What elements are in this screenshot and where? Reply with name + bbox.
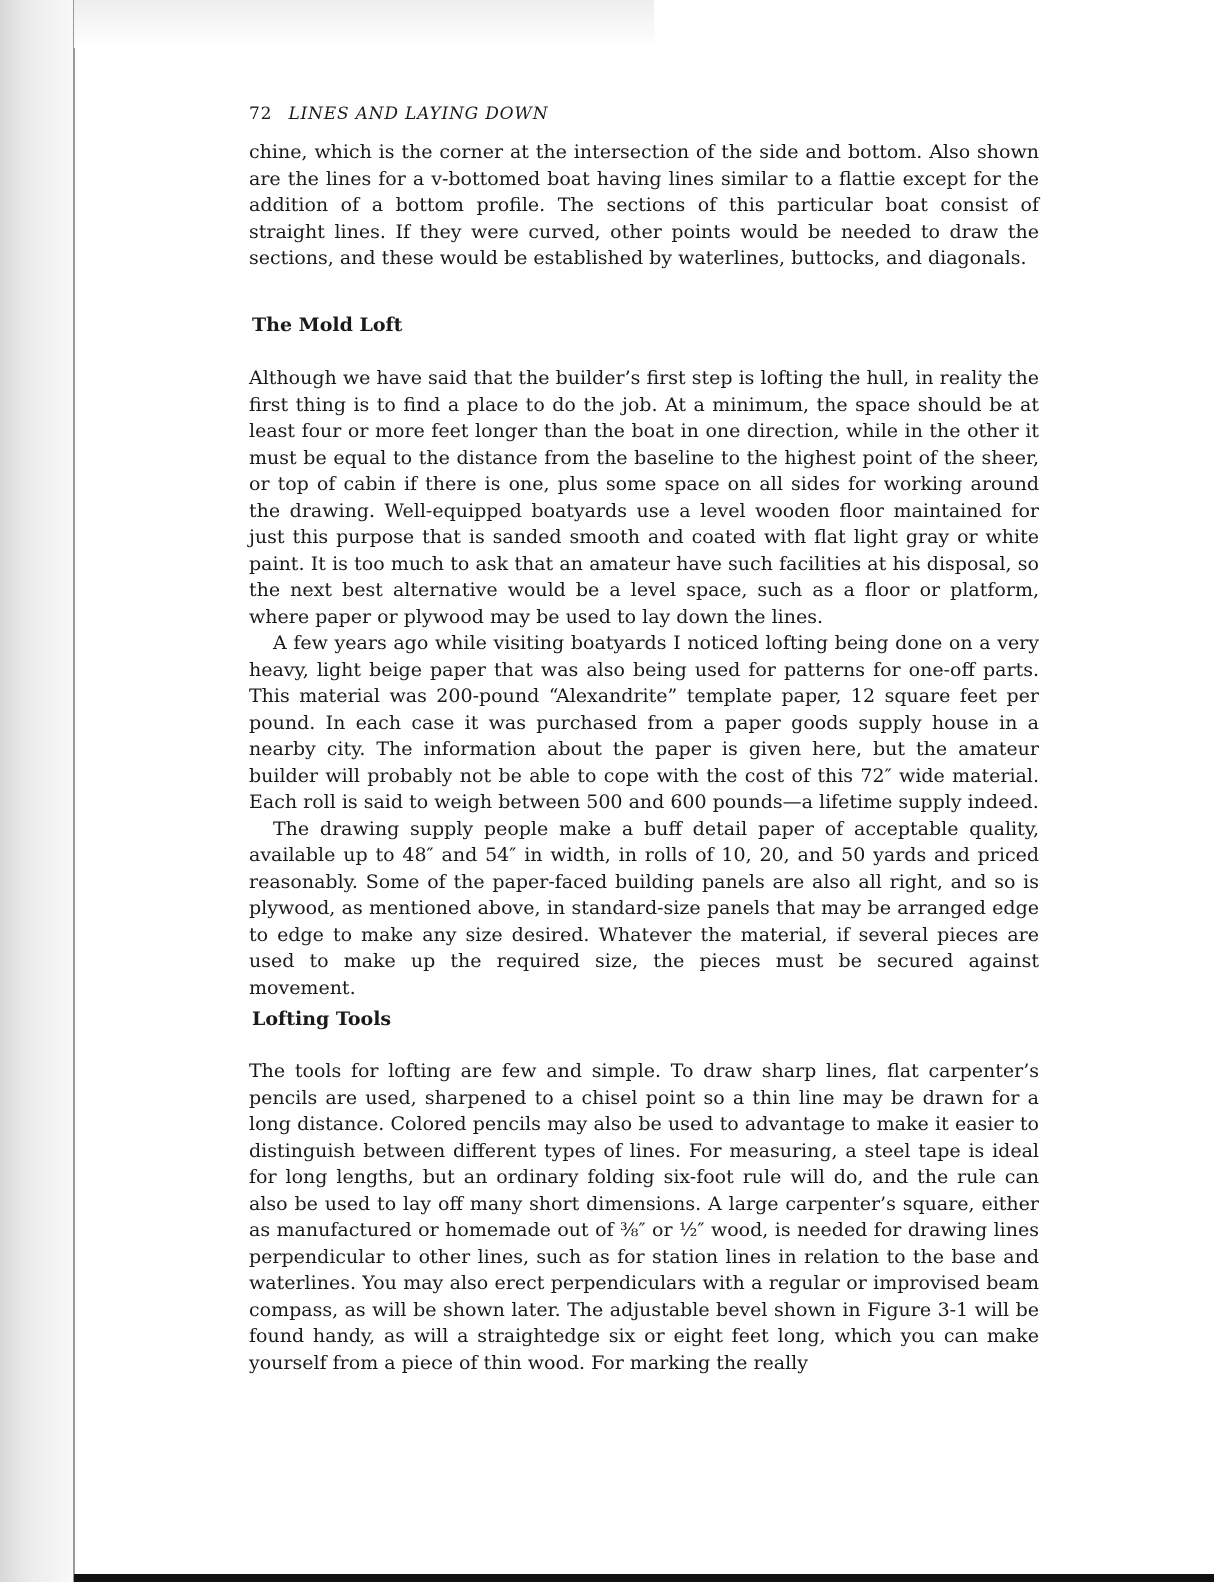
paragraph: The drawing supply people make a buff detail paper of acceptable quality, available up to 48″ and 54″ in width, in rolls of 10, 20, and 50 yards and priced reasonably. Some of the paper-faced building panels are also all right, and so is plywood, as mentioned above, in standard-size panels that may be arranged edge to edge to make any size desired. Whatever the material, if several pieces are used to make up the required size, the pieces must be secured against movement. bbox=[249, 817, 1039, 999]
scan-page-edge-line bbox=[73, 0, 75, 1582]
intro-text bbox=[249, 139, 1039, 272]
mold-loft-text bbox=[249, 365, 1039, 1001]
intro-paragraph: chine, which is the corner at the intersection of the side and bottom. Also shown are the lines for a v-bottomed boat having lines similar to a flattie except for the addition of a bottom profile. The sections of this particular boat consist of straight lines. If they were curved, other points would be needed to draw the sections, and these would be established by waterlines, buttocks, and diagonals. bbox=[249, 141, 1039, 269]
chapter-title: LINES AND LAYING DOWN bbox=[288, 104, 549, 124]
page-number: 72 bbox=[249, 104, 273, 124]
scan-top-smudge bbox=[74, 0, 654, 48]
paragraph: Although we have said that the builder’s first step is lofting the hull, in reality the first thing is to find a place to do the job. At a minimum, the space should be at least four or more feet longer than the boat in one direction, while in the other it must be equal to the distance from the baseline to the highest point of the sheer, or top of cabin if there is one, plus some space on all sides for working around the drawing. Well-equipped boatyards use a level wooden floor maintained for just this purpose that is sanded smooth and coated with flat light gray or white paint. It is too much to ask that an amateur have such facilities at his disposal, so the next best alternative would be a level space, such as a floor or platform, where paper or plywood may be used to lay down the lines. bbox=[249, 367, 1039, 628]
paragraph: The tools for lofting are few and simple. To draw sharp lines, flat carpenter’s pencils are used, sharpened to a chisel point so a thin line may be drawn for a long distance. Colored pencils may also be used to advantage to make it easier to distinguish between different types of lines. For measuring, a steel tape is ideal for long lengths, but an ordinary folding six-foot rule will do, and the rule can also be used to lay off many short dimensions. A large carpenter’s square, either as manufactured or homemade out of ⅜″ or ½″ wood, is needed for drawing lines perpendicular to other lines, such as for station lines in relation to the base and waterlines. You may also erect perpendiculars with a regular or improvised beam compass, as will be shown later. The adjustable bevel shown in Figure 3-1 will be found handy, as will a straightedge six or eight feet long, which you can make yourself from a piece of thin wood. For marking the really bbox=[249, 1060, 1039, 1374]
scan-bottom-band bbox=[74, 1574, 1214, 1582]
heading-lofting-tools: Lofting Tools bbox=[252, 1008, 392, 1030]
running-head bbox=[249, 104, 548, 124]
lofting-tools-text bbox=[249, 1058, 1039, 1376]
heading-mold-loft: The Mold Loft bbox=[252, 314, 403, 336]
scan-left-margin-shadow bbox=[0, 0, 74, 1582]
paragraph: A few years ago while visiting boatyards I noticed lofting being done on a very heavy, light beige paper that was also being used for patterns for one-off parts. This material was 200-pound “Alexandrite” template paper, 12 square feet per pound. In each case it was purchased from a paper goods supply house in a nearby city. The information about the paper is given here, but the amateur builder will probably not be able to cope with the cost of this 72″ wide material. Each roll is said to weigh between 500 and 600 pounds—a lifetime supply indeed. bbox=[249, 632, 1039, 813]
